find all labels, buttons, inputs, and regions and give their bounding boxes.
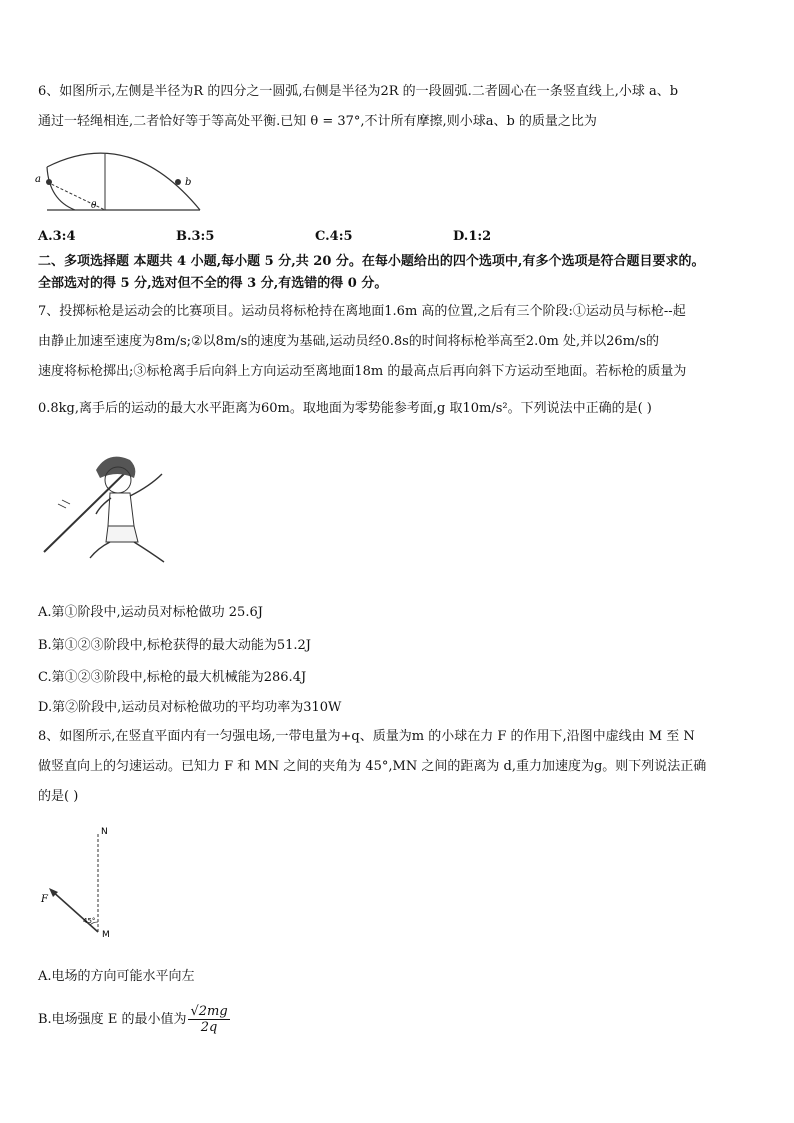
q7-line-3: 速度将标枪掷出;③标枪离手后向斜上方向运动至离地面18m 的最高点后再向斜下方运动至地面。若标枪的质量为 (38, 364, 687, 379)
q8-option-b-text: B.电场强度 E 的最小值为 (38, 1012, 187, 1027)
q7-option-d: D.第②阶段中,运动员对标枪做功的平均功率为310W (38, 700, 342, 715)
q6-figure (35, 140, 205, 215)
q6-ball-a (46, 179, 52, 185)
section2-line-2: 全部选对的得 5 分,选对但不全的得 3 分,有选错的得 0 分。 (38, 276, 388, 291)
q6-option-a: A.3:4 (38, 229, 76, 244)
q6-ball-b (175, 179, 181, 185)
q8-label-F: F (41, 894, 48, 905)
q8-option-a: A.电场的方向可能水平向左 (38, 969, 195, 984)
q8-figure (38, 824, 128, 944)
q6-label-theta: θ (91, 201, 97, 211)
q7-line-1: 7、投掷标枪是运动会的比赛项目。运动员将标枪持在离地面1.6m 高的位置,之后有三个阶段:①运动员与标枪--起 (38, 304, 686, 319)
q6-label-a: a (35, 174, 41, 185)
q6-line-2: 通过一轻绳相连,二者恰好等于等高处平衡.已知 θ = 37°,不计所有摩擦,则小球a、b 的质量之比为 (38, 114, 597, 129)
q7-athlete-body (108, 493, 134, 529)
q8-line-1: 8、如图所示,在竖直平面内有一匀强电场,一带电量为+q、质量为m 的小球在力 F 的作用下,沿图中虚线由 M 至 N (38, 729, 695, 744)
q7-javelin-thrower-figure (38, 448, 198, 566)
q7-option-b: B.第①②③阶段中,标枪获得的最大动能为51.2J (38, 638, 311, 653)
q8-label-M: M (102, 930, 110, 940)
q8-option-b (38, 1004, 230, 1035)
q7-athlete-shorts (106, 526, 138, 542)
q7-athlete-right-leg (134, 542, 164, 562)
q8-label-angle: 45° (83, 917, 96, 925)
q7-line-2: 由静止加速至速度为8m/s;②以8m/s的速度为基础,运动员经0.8s的时间将标枪举高至2.0m 处,并以26m/s的 (38, 334, 659, 349)
q7-athlete-left-leg (90, 542, 110, 558)
q8-label-N: N (101, 827, 108, 837)
q6-line-1: 6、如图所示,左侧是半径为R 的四分之一圆弧,右侧是半径为2R 的一段圆弧.二者圆心在一条竖直线上,小球 a、b (38, 84, 679, 99)
q7-line-4: 0.8kg,离手后的运动的最大水平距离为60m。取地面为零势能参考面,g 取10m/s²。下列说法中正确的是( ) (38, 401, 652, 416)
q7-option-c: C.第①②③阶段中,标枪的最大机械能为286.4J (38, 670, 307, 685)
q7-athlete-right-arm (130, 474, 162, 496)
q8-option-b-denominator: 2q (200, 1020, 218, 1035)
q8-force-arrow (51, 890, 98, 932)
q6-option-d: D.1:2 (453, 229, 492, 244)
q8-line-3: 的是( ) (38, 789, 79, 804)
section2-line-1: 二、多项选择题 本题共 4 小题,每小题 5 分,共 20 分。在每小题给出的四个选项中,有多个选项是符合题目要求的。 (38, 254, 705, 269)
q6-option-c: C.4:5 (315, 229, 353, 244)
q8-line-2: 做竖直向上的匀速运动。已知力 F 和 MN 之间的夹角为 45°,MN 之间的距离为 d,重力加速度为g。则下列说法正确 (38, 759, 707, 774)
q8-option-b-numerator: √2mg (190, 1004, 228, 1019)
q8-option-b-fraction (188, 1004, 229, 1035)
q6-label-b: b (185, 177, 192, 188)
q7-option-a: A.第①阶段中,运动员对标枪做功 25.6J (38, 605, 263, 620)
q6-option-b: B.3:5 (176, 229, 215, 244)
